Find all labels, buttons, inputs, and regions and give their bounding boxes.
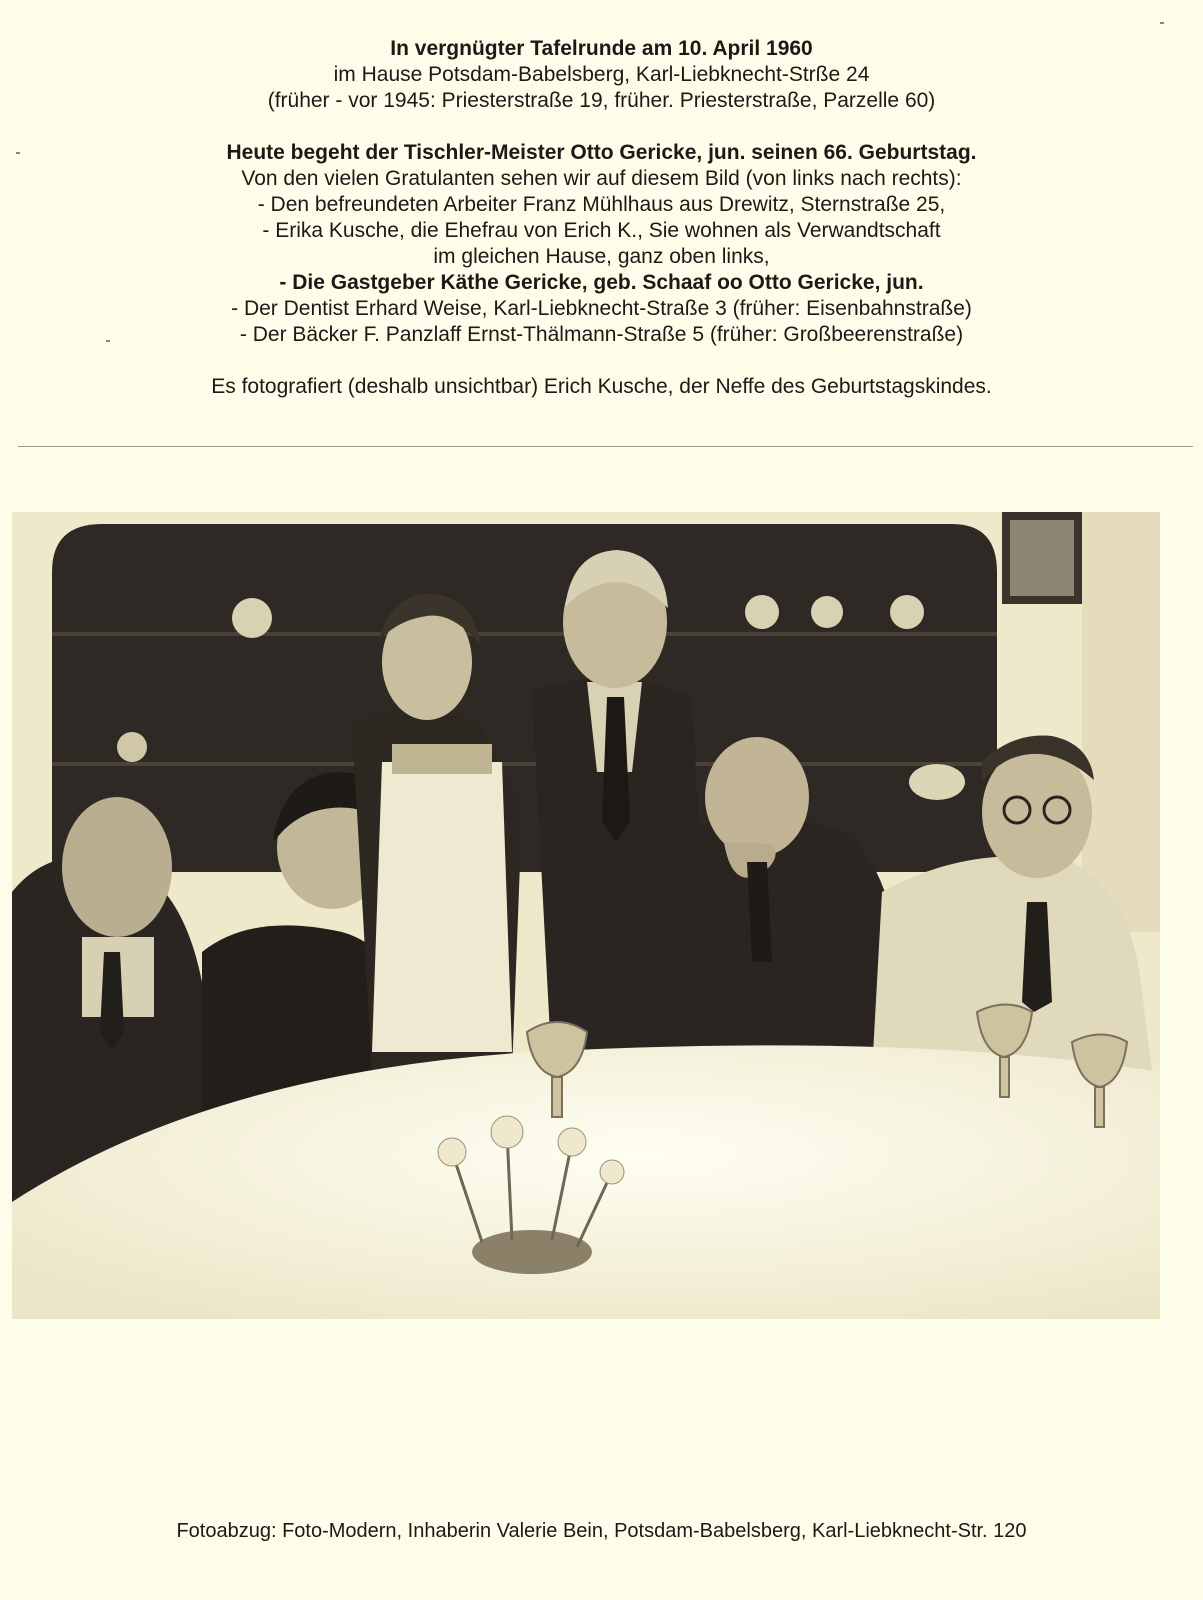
- caption-person-1: - Den befreundeten Arbeiter Franz Mühlhaus aus Drewitz, Sternstraße 25,: [257, 193, 946, 216]
- photo-illustration: [12, 512, 1160, 1319]
- group-photograph: [12, 512, 1160, 1319]
- caption-person-2a: - Erika Kusche, die Ehefrau von Erich K., Sie wohnen als Verwandtschaft: [262, 219, 941, 242]
- caption-headline: Heute begeht der Tischler-Meister Otto Gericke, jun. seinen 66. Geburtstag.: [226, 141, 977, 164]
- divider-line: [18, 446, 1193, 447]
- caption-photographer: Es fotografiert (deshalb unsichtbar) Erich Kusche, der Neffe des Geburtstagskindes.: [211, 375, 992, 398]
- paper-speck: [1160, 22, 1164, 24]
- sideboard: [52, 524, 997, 872]
- paper-speck: [106, 340, 110, 342]
- caption-person-2b: im gleichen Hause, ganz oben links,: [433, 245, 770, 268]
- caption-person-4: - Der Dentist Erhard Weise, Karl-Liebknecht-Straße 3 (früher: Eisenbahnstraße): [231, 297, 972, 320]
- caption-address: im Hause Potsdam-Babelsberg, Karl-Liebknecht-Strße 24: [333, 63, 870, 86]
- caption-spacer: [0, 348, 1203, 374]
- paper-speck: [16, 152, 20, 154]
- caption-spacer: [0, 114, 1203, 140]
- caption-intro: Von den vielen Gratulanten sehen wir auf diesem Bild (von links nach rechts):: [241, 167, 962, 190]
- caption-former-address: (früher - vor 1945: Priesterstraße 19, früher. Priesterstraße, Parzelle 60): [267, 89, 936, 112]
- caption-block: [0, 36, 1203, 400]
- caption-person-3: - Die Gastgeber Käthe Gericke, geb. Schaaf oo Otto Gericke, jun.: [279, 271, 924, 294]
- print-credit: Fotoabzug: Foto-Modern, Inhaberin Valerie Bein, Potsdam-Babelsberg, Karl-Liebknecht-Str. 120: [176, 1520, 1027, 1542]
- caption-person-5: - Der Bäcker F. Panzlaff Ernst-Thälmann-Straße 5 (früher: Großbeerenstraße): [239, 323, 964, 346]
- caption-title: In vergnügter Tafelrunde am 10. April 1960: [390, 37, 813, 60]
